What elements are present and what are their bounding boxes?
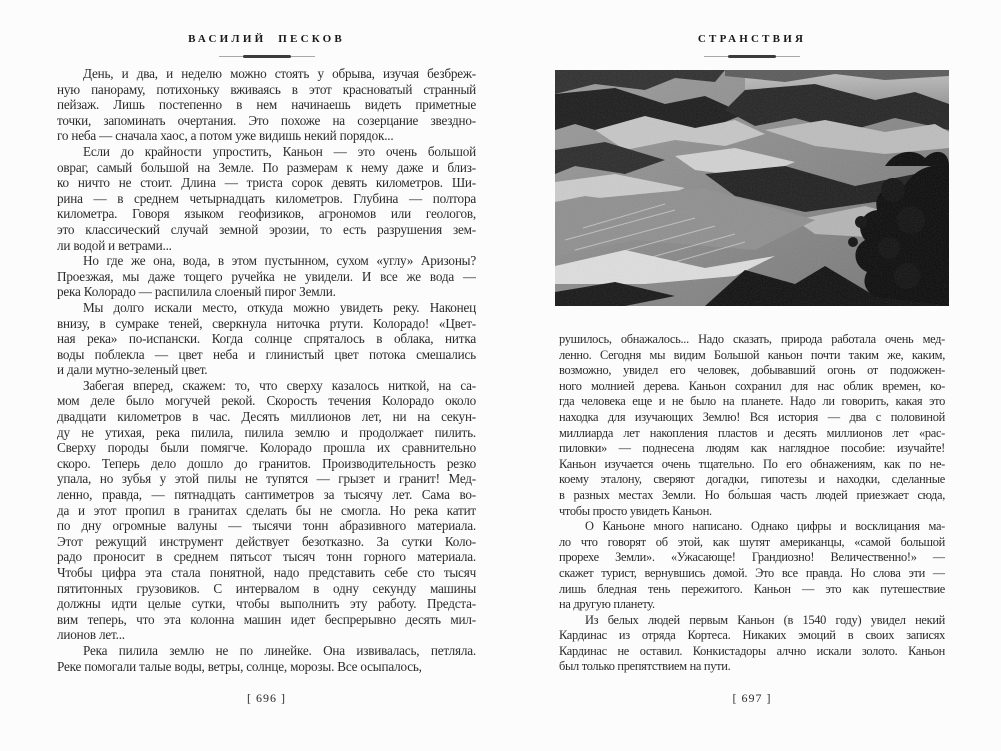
text-line: ленно, правда, — пятнадцать сантиметров за тысячу лет. Сама во- bbox=[57, 487, 476, 503]
text-line: скажет турист, вернувшись домой. Это все правда. Но слова эти — bbox=[559, 565, 945, 580]
paragraph bbox=[57, 300, 476, 378]
text-line: река Колорадо — распилила слоеный пирог Земли. bbox=[57, 284, 336, 300]
text-line: Мы долго искали место, откуда можно увидеть реку. Наконец bbox=[83, 299, 476, 315]
text-line: чтобы просто увидеть Каньон. bbox=[559, 503, 712, 518]
page-number-left: [ 696 ] bbox=[247, 691, 286, 705]
running-head-author: ВАСИЛИЙ ПЕСКОВ bbox=[188, 33, 345, 45]
text-line: Проезжая, мы даже тощего ручейка не увидели. И все же вода — bbox=[57, 268, 476, 284]
text-line: Кардинас из отряда Кортеса. Никаких эмоций в своих записях bbox=[559, 628, 945, 643]
text-line: мом деле было могучей рекой. Скорость течения Колорадо около bbox=[57, 393, 476, 409]
text-line: миллиарда лет накопления пластов и десять миллионов лет «рас- bbox=[559, 425, 945, 440]
text-line: Этот режущий инструмент действует безотказно. За сутки Коло- bbox=[57, 533, 476, 549]
text-line: рушилось, обнажалось... Надо сказать, природа работала очень мед- bbox=[559, 332, 945, 346]
text-line: радо проносит в среднем пятьсот тысяч тонн горного материала. bbox=[57, 549, 476, 565]
text-line: ли водой и ветрами... bbox=[57, 237, 172, 253]
grand-canyon-photo bbox=[555, 70, 949, 306]
text-line: Кардинас не оставил. Конкистадоры алчно искали золото. Каньон bbox=[559, 643, 945, 658]
text-line: пиловки» — поднесена людям как наглядное пособие: изучайте! bbox=[559, 441, 945, 456]
text-line: О Каньоне много написано. Однако цифры и восклицания ма- bbox=[585, 519, 945, 534]
text-line: Каньон изучается очень тщательно. По его обнажениям, как по не- bbox=[559, 456, 945, 471]
page-left bbox=[57, 0, 476, 751]
right-text-column bbox=[559, 70, 945, 675]
paragraph bbox=[57, 643, 476, 674]
text-line: ного молнией дерева. Каньон сохранил для нас облик времен, ко- bbox=[559, 378, 945, 393]
text-line: и дали мутно-зеленый цвет. bbox=[57, 362, 208, 378]
text-line: Забегая вперед, скажем: то, что сверху казалось ниткой, на са- bbox=[83, 377, 476, 393]
paragraph bbox=[559, 332, 945, 519]
text-line: лишь бледная тень пережитого. Каньон — это как путешествие bbox=[559, 581, 945, 596]
text-line: Сверху породы были помягче. Колорадо прошла их сравнительно bbox=[57, 440, 476, 456]
header-ornament-rule bbox=[704, 55, 800, 58]
text-line: вим теперь, что эта колонна машин идет беспрерывно десять мил- bbox=[57, 611, 476, 627]
page-number-right: [ 697 ] bbox=[732, 691, 772, 705]
text-line: пейзаж. Лишь постепенно в нем начинаешь видеть приметные bbox=[57, 97, 476, 113]
text-line: Но где же она, вода, в этом пустынном, сухом «углу» Аризоны? bbox=[83, 253, 476, 269]
text-line: двадцати километров в час. Десять миллионов лет, ни на секун- bbox=[57, 409, 476, 425]
text-line: лионов лет... bbox=[57, 627, 125, 643]
paragraph bbox=[559, 613, 945, 675]
text-line: упала, но зубья у этой пилы не тупятся — грызет и гранит! Мед- bbox=[57, 471, 476, 487]
text-line: да и этот пропил в гранитах сделать бы не смогла. Но река катит bbox=[57, 502, 476, 518]
text-line: на другую планету. bbox=[559, 597, 655, 612]
text-line: ленно. Сегодня мы видим Большой каньон почти таким же, каким, bbox=[559, 347, 945, 362]
text-line: коему эталону, сверяют догадки, гипотезы и находки, сделанные bbox=[559, 472, 945, 487]
text-line: точки, запоминать очертания. Это похоже на созерцание звездно- bbox=[57, 112, 476, 128]
text-line: ду не утихая, река пилила, пилила землю и продолжает пилить. bbox=[57, 424, 476, 440]
text-line: ная река» по-испански. Когда солнце спряталось в облака, нитка bbox=[57, 331, 476, 347]
text-line: Из белых людей первым Каньон (в 1540 году) увидел некий bbox=[585, 612, 945, 627]
text-line: овраг, самый большой на Земле. По размерам к нему даже и близ- bbox=[57, 159, 476, 175]
text-line: прорехе Земли». «Ужасающе! Грандиозно! Величественно!» — bbox=[559, 550, 945, 565]
paragraph bbox=[57, 66, 476, 144]
text-line: километра. Говоря языком геофизиков, агрономов или геологов, bbox=[57, 206, 476, 222]
running-head-title: СТРАНСТВИЯ bbox=[697, 33, 807, 45]
text-line: Река пилила землю не по линейке. Она извивалась, петляла. bbox=[83, 642, 476, 658]
text-line: воды поблекла — цвет неба и глинистый цвет потока смешались bbox=[57, 346, 476, 362]
header-ornament-rule bbox=[219, 55, 315, 58]
text-line: ную панораму, потихоньку вживаясь в этот красноватый странный bbox=[57, 81, 476, 97]
text-line: гда человека еще и не было на планете. Надо ли говорить, какая это bbox=[559, 394, 945, 409]
text-line: рина — в среднем четырнадцать километров. Глубина — полтора bbox=[57, 190, 476, 206]
paragraph bbox=[57, 253, 476, 300]
text-line: это классический случай земной эрозии, то есть разрушения зем- bbox=[57, 221, 476, 237]
left-text-column bbox=[57, 66, 476, 674]
text-line: Реке помогали талые воды, ветры, солнце, морозы. Все осыпалось, bbox=[57, 658, 422, 674]
text-line: должны идти целые сутки, чтобы выполнить эту работу. Предста- bbox=[57, 596, 476, 612]
text-line: го неба — сначала хаос, а потом уже видишь некий порядок... bbox=[57, 128, 394, 144]
text-line: находка для изучающих Землю! Вся история — два с половиной bbox=[559, 409, 945, 424]
text-line: День, и два, и неделю можно стоять у обрыва, изучая безбреж- bbox=[83, 66, 476, 81]
page-right bbox=[559, 0, 945, 751]
text-line: в разных местах Земли. Но бо́льшая часть людей приезжает сюда, bbox=[559, 487, 945, 502]
text-line: был только препятствием на пути. bbox=[559, 659, 731, 674]
text-line: Если до крайности упростить, Каньон — это очень большой bbox=[83, 143, 476, 159]
text-line: Чтобы цифра эта стала понятной, надо представить себе сто тысяч bbox=[57, 565, 476, 580]
text-line: возможно, увидел его человек, добывавший огонь от подожжен- bbox=[559, 363, 945, 378]
text-line: пятитонных грузовиков. С интервалом в одну секунду машины bbox=[57, 580, 476, 596]
text-line: ло что говорят об этой, как шутят американцы, «самой большой bbox=[559, 534, 945, 549]
text-line: скоро. Теперь дело дошло до гранитов. Производительность резко bbox=[57, 455, 476, 471]
paragraph bbox=[559, 519, 945, 613]
text-line: ко ничто не стоит. Длина — триста сорок девять километров. Ши- bbox=[57, 175, 476, 191]
paragraph bbox=[57, 144, 476, 253]
right-text-block bbox=[559, 332, 945, 675]
paragraph bbox=[57, 378, 476, 643]
text-line: внизу, в сумраке теней, сверкнула ниточка ртути. Колорадо! «Цвет- bbox=[57, 315, 476, 331]
text-line: по дну огромные валуны — тысячи тонн абразивного материала. bbox=[57, 518, 476, 534]
